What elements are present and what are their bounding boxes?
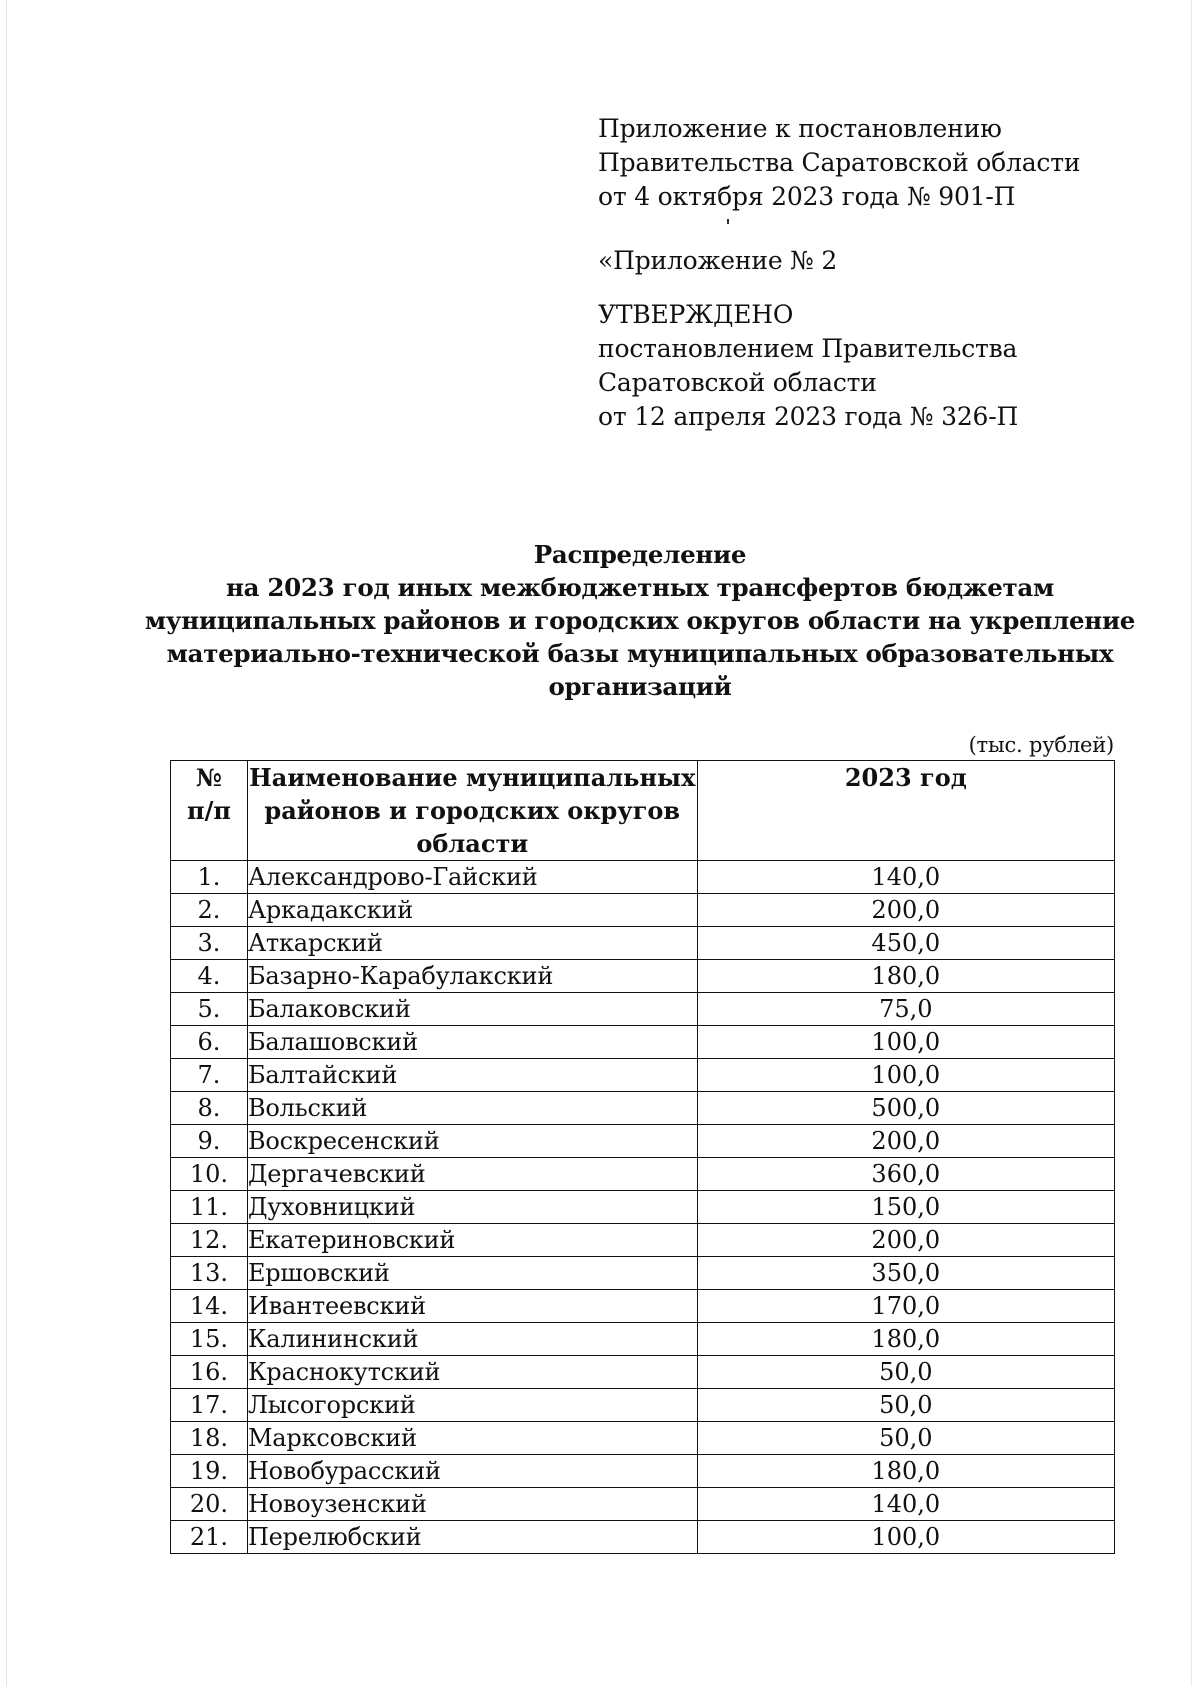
table-row — [171, 1389, 1115, 1422]
table-row — [171, 1158, 1115, 1191]
row-number: 10. — [171, 1158, 248, 1191]
row-number: 18. — [171, 1422, 248, 1455]
approved-label: УТВЕРЖДЕНО — [598, 300, 794, 329]
row-municipality: Базарно-Карабулакский — [247, 960, 697, 993]
table-row — [171, 1059, 1115, 1092]
row-amount: 50,0 — [697, 1422, 1114, 1455]
table-row — [171, 1455, 1115, 1488]
row-amount: 360,0 — [697, 1158, 1114, 1191]
distribution-table — [170, 760, 1115, 1554]
header-municipality-line-2: районов и городских округов — [264, 796, 681, 825]
row-amount: 50,0 — [697, 1389, 1114, 1422]
row-municipality: Балаковский — [247, 993, 697, 1026]
row-municipality: Краснокутский — [247, 1356, 697, 1389]
scan-tick-mark — [727, 219, 729, 224]
row-amount: 140,0 — [697, 861, 1114, 894]
appendix-reference: «Приложение № 2 — [598, 246, 838, 275]
row-municipality: Духовницкий — [247, 1191, 697, 1224]
row-number: 12. — [171, 1224, 248, 1257]
row-number: 21. — [171, 1521, 248, 1554]
table-header-row — [171, 761, 1115, 861]
table-row — [171, 1422, 1115, 1455]
table-row — [171, 1488, 1115, 1521]
row-number: 6. — [171, 1026, 248, 1059]
row-number: 19. — [171, 1455, 248, 1488]
row-number: 9. — [171, 1125, 248, 1158]
row-amount: 180,0 — [697, 1455, 1114, 1488]
table-row — [171, 960, 1115, 993]
row-amount: 150,0 — [697, 1191, 1114, 1224]
row-number: 8. — [171, 1092, 248, 1125]
row-number: 14. — [171, 1290, 248, 1323]
row-number: 2. — [171, 894, 248, 927]
scan-edge-left — [6, 0, 7, 1686]
table-row — [171, 993, 1115, 1026]
row-municipality: Ершовский — [247, 1257, 697, 1290]
header-year — [697, 761, 1114, 861]
row-municipality: Дергачевский — [247, 1158, 697, 1191]
table-row — [171, 1521, 1115, 1554]
row-number: 13. — [171, 1257, 248, 1290]
row-amount: 100,0 — [697, 1026, 1114, 1059]
row-amount: 100,0 — [697, 1059, 1114, 1092]
units-note: (тыс. рублей) — [968, 733, 1114, 757]
row-municipality: Аткарский — [247, 927, 697, 960]
row-municipality: Вольский — [247, 1092, 697, 1125]
row-municipality: Аркадакский — [247, 894, 697, 927]
header-municipality-line-3: области — [416, 829, 529, 858]
title-line-5: организаций — [548, 672, 732, 701]
header-number-abbrev: п/п — [187, 796, 231, 825]
row-amount: 350,0 — [697, 1257, 1114, 1290]
row-municipality: Екатериновский — [247, 1224, 697, 1257]
header-municipality-line-1: Наименование муниципальных — [249, 763, 696, 792]
row-amount: 170,0 — [697, 1290, 1114, 1323]
row-amount: 200,0 — [697, 1125, 1114, 1158]
row-amount: 180,0 — [697, 1323, 1114, 1356]
title-line-2: на 2023 год иных межбюджетных трансфертов бюджетам — [226, 573, 1054, 602]
row-amount: 50,0 — [697, 1356, 1114, 1389]
row-municipality: Марксовский — [247, 1422, 697, 1455]
row-municipality: Ивантеевский — [247, 1290, 697, 1323]
row-municipality: Новоузенский — [247, 1488, 697, 1521]
row-amount: 200,0 — [697, 894, 1114, 927]
row-number: 7. — [171, 1059, 248, 1092]
header-year-label: 2023 год — [844, 763, 967, 792]
header-number — [171, 761, 248, 861]
row-amount: 500,0 — [697, 1092, 1114, 1125]
approved-line-1: постановлением Правительства — [598, 334, 1018, 363]
row-number: 16. — [171, 1356, 248, 1389]
row-amount: 450,0 — [697, 927, 1114, 960]
table-row — [171, 1026, 1115, 1059]
header-line-3: от 4 октября 2023 года № 901-П — [598, 182, 1016, 211]
document-title — [140, 538, 1140, 703]
table-row — [171, 1125, 1115, 1158]
approved-line-3: от 12 апреля 2023 года № 326-П — [598, 402, 1019, 431]
scan-edge-right — [1191, 0, 1192, 1686]
approved-line-2: Саратовской области — [598, 368, 877, 397]
header-number-symbol: № — [195, 763, 223, 792]
title-line-1: Распределение — [533, 540, 747, 569]
row-number: 17. — [171, 1389, 248, 1422]
row-amount: 75,0 — [697, 993, 1114, 1026]
row-number: 15. — [171, 1323, 248, 1356]
row-municipality: Балтайский — [247, 1059, 697, 1092]
approval-header — [598, 112, 1080, 434]
row-number: 11. — [171, 1191, 248, 1224]
row-municipality: Калининский — [247, 1323, 697, 1356]
row-municipality: Воскресенский — [247, 1125, 697, 1158]
row-municipality: Балашовский — [247, 1026, 697, 1059]
row-amount: 200,0 — [697, 1224, 1114, 1257]
title-line-3: муниципальных районов и городских округов области на укрепление — [144, 606, 1136, 635]
table-body — [171, 861, 1115, 1554]
header-line-1: Приложение к постановлению — [598, 114, 1002, 143]
table-row — [171, 927, 1115, 960]
table-row — [171, 1191, 1115, 1224]
table-row — [171, 1323, 1115, 1356]
table-row — [171, 894, 1115, 927]
row-municipality: Перелюбский — [247, 1521, 697, 1554]
row-municipality: Лысогорский — [247, 1389, 697, 1422]
table-row — [171, 1257, 1115, 1290]
title-line-4: материально-технической базы муниципальных образовательных — [166, 639, 1114, 668]
row-amount: 180,0 — [697, 960, 1114, 993]
row-municipality: Новобурасский — [247, 1455, 697, 1488]
table-row — [171, 861, 1115, 894]
table-row — [171, 1224, 1115, 1257]
row-municipality: Александрово-Гайский — [247, 861, 697, 894]
row-number: 1. — [171, 861, 248, 894]
row-number: 20. — [171, 1488, 248, 1521]
table-row — [171, 1356, 1115, 1389]
table-row — [171, 1290, 1115, 1323]
table-row — [171, 1092, 1115, 1125]
row-amount: 100,0 — [697, 1521, 1114, 1554]
header-line-2: Правительства Саратовской области — [598, 148, 1081, 177]
header-municipality — [247, 761, 697, 861]
row-amount: 140,0 — [697, 1488, 1114, 1521]
row-number: 3. — [171, 927, 248, 960]
row-number: 5. — [171, 993, 248, 1026]
row-number: 4. — [171, 960, 248, 993]
